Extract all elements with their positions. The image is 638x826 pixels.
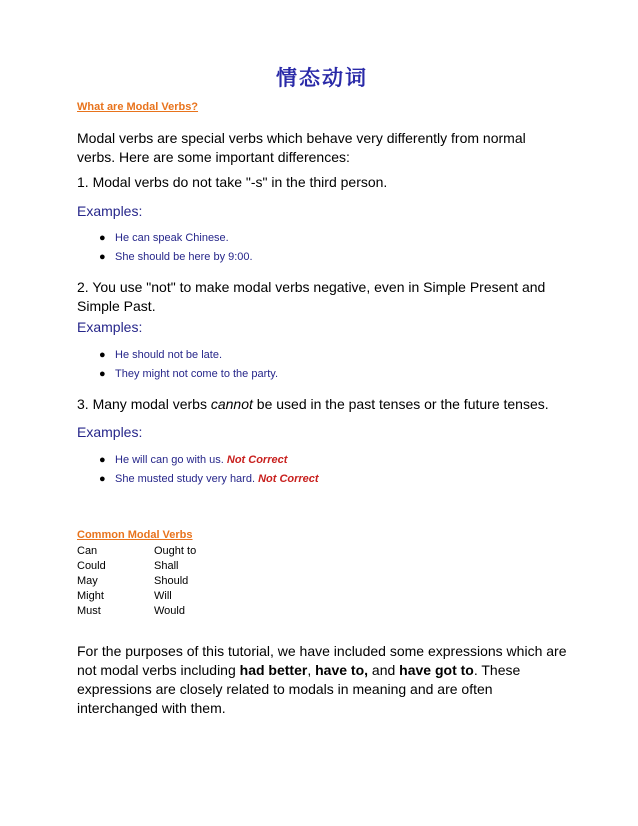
point-3 — [77, 395, 567, 414]
closing-bold-expression: had better — [239, 662, 308, 678]
closing-text: . These expressions are closely related to modals in meaning and are often interchanged with them. — [77, 662, 521, 716]
bullet-icon: ● — [99, 349, 106, 361]
not-correct-flag: Not Correct — [258, 473, 319, 485]
table-cell: Shall — [154, 560, 179, 572]
bullet-icon: ● — [99, 454, 106, 466]
example-text: She musted study very hard. — [115, 473, 259, 485]
examples-label-3: Examples: — [77, 424, 143, 440]
table-cell: Will — [154, 590, 172, 602]
intro-paragraph: Modal verbs are special verbs which behave very differently from normal verbs. Here are some important differences: — [77, 130, 526, 165]
table-cell: Could — [77, 560, 106, 572]
point-3-start: 3. Many modal verbs — [77, 396, 211, 412]
point-3-end: be used in the past tenses or the future tenses. — [252, 396, 549, 412]
examples-list-3 — [99, 451, 319, 489]
page-title: 情态动词 — [276, 66, 368, 90]
not-correct-flag: Not Correct — [226, 454, 288, 466]
list-item — [99, 470, 319, 489]
examples-list-2 — [99, 346, 278, 384]
bullet-icon: ● — [99, 473, 106, 485]
common-modal-verbs-heading-link[interactable]: Common Modal Verbs — [77, 529, 193, 541]
example-text: He can speak Chinese. — [115, 232, 229, 244]
examples-label-1: Examples: — [77, 203, 143, 219]
list-item — [99, 346, 278, 365]
example-text: They might not come to the party. — [115, 368, 279, 380]
bullet-icon: ● — [99, 251, 106, 263]
example-text: He should not be late. — [115, 349, 223, 361]
table-cell: Would — [154, 605, 185, 617]
table-cell: Might — [77, 590, 104, 602]
example-text: She should be here by 9:00. — [115, 251, 253, 263]
bullet-icon: ● — [99, 368, 106, 380]
table-row — [77, 559, 196, 574]
closing-bold-expression: have got to — [399, 662, 474, 678]
point-3-emphasis: cannot — [210, 396, 253, 412]
point-2: 2. You use "not" to make modal verbs negative, even in Simple Present and Simple Past. — [77, 279, 546, 314]
closing-bold-expression: have to, — [315, 662, 369, 678]
table-cell: Must — [77, 605, 101, 617]
closing-text: , — [307, 662, 316, 678]
modal-verbs-heading-link[interactable]: What are Modal Verbs? — [77, 101, 199, 113]
closing-text: For the purposes of this tutorial, we have included some expressions which are not modal verbs including — [77, 643, 567, 678]
closing-paragraph — [77, 642, 567, 718]
closing-text: and — [368, 662, 400, 678]
list-item — [99, 365, 278, 384]
examples-label-2: Examples: — [77, 319, 143, 335]
table-cell: Ought to — [154, 545, 197, 557]
table-row — [77, 604, 196, 619]
table-cell: May — [77, 575, 98, 587]
example-text: He will can go with us. — [115, 454, 227, 466]
examples-list-1 — [99, 229, 253, 267]
table-row — [77, 544, 196, 559]
point-1: 1. Modal verbs do not take "-s" in the third person. — [77, 174, 388, 190]
table-cell: Should — [154, 575, 189, 587]
list-item — [99, 229, 253, 248]
table-row — [77, 574, 196, 589]
modal-verbs-table — [77, 544, 196, 619]
bullet-icon: ● — [99, 232, 106, 244]
list-item — [99, 451, 319, 470]
table-row — [77, 589, 196, 604]
table-cell: Can — [77, 545, 98, 557]
list-item — [99, 248, 253, 267]
